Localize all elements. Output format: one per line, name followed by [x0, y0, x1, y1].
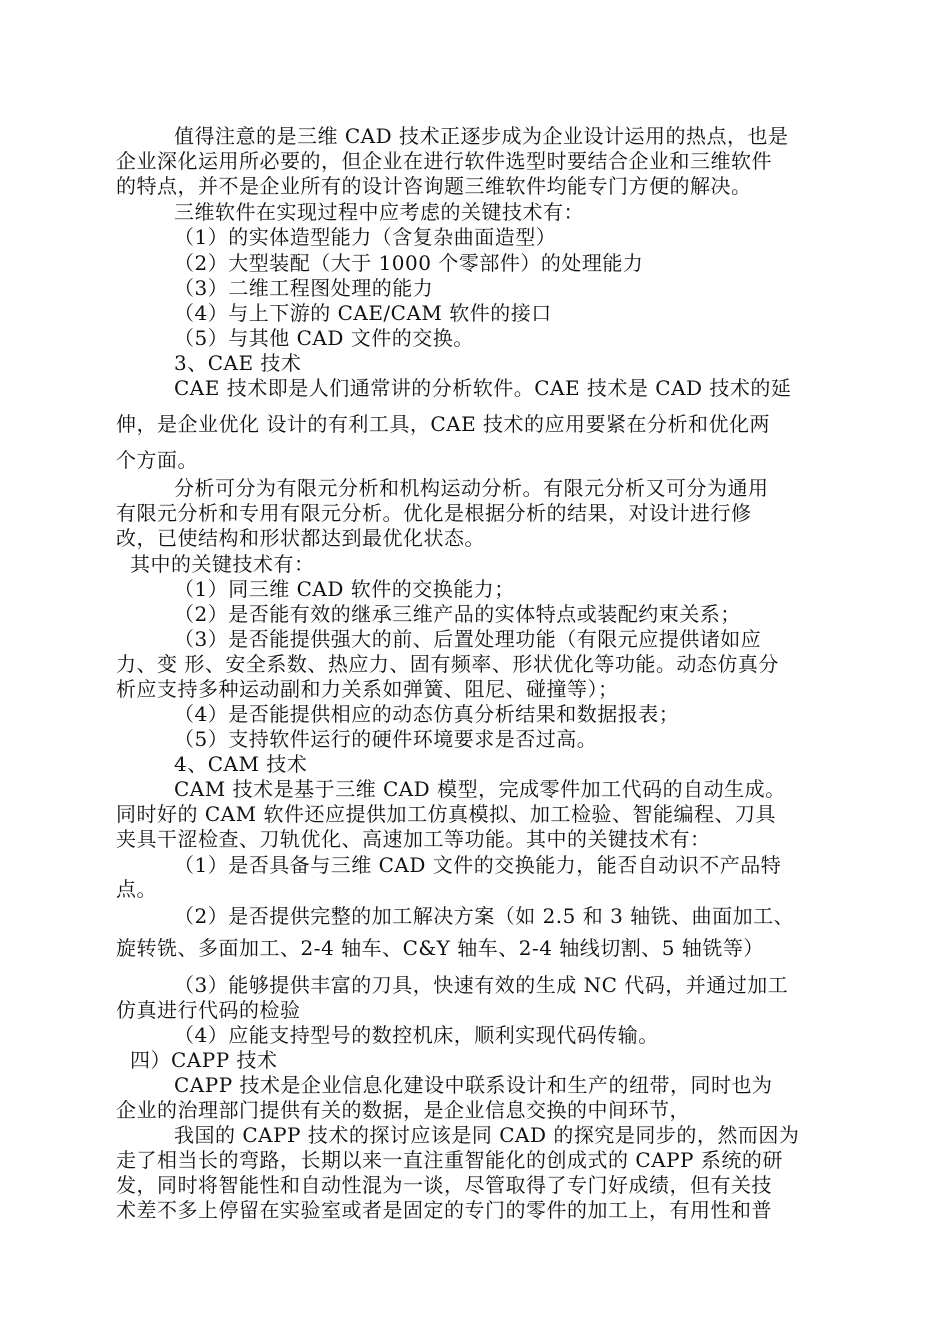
- text-line: 分析可分为有限元分析和机构运动分析。有限元分析又可分为通用: [174, 476, 769, 500]
- text-line: （4）是否能提供相应的动态仿真分析结果和数据报表；: [174, 702, 680, 726]
- text-line: 夹具干涩检查、刀轨优化、高速加工等功能。其中的关键技术有：: [116, 827, 711, 851]
- text-line: （4）与上下游的 CAE/CAM 软件的接口: [174, 301, 552, 325]
- text-line: 点。: [116, 877, 157, 901]
- text-line: （5）与其他 CAD 文件的交换。: [174, 326, 474, 350]
- text-line: 旋转铣、多面加工、2-4 轴车、C&Y 轴车、2-4 轴线切割、5 轴铣等）: [116, 936, 764, 960]
- text-line: （1）同三维 CAD 软件的交换能力；: [174, 577, 515, 601]
- text-line: 三维软件在实现过程中应考虑的关键技术有：: [174, 200, 584, 224]
- text-line: 析应支持多种运动副和力关系如弹簧、阻尼、碰撞等）；: [116, 677, 619, 701]
- text-line: 伸，是企业优化 设计的有利工具，CAE 技术的应用要紧在分析和优化两: [116, 412, 771, 436]
- text-line: （3）二维工程图处理的能力: [174, 276, 434, 300]
- text-line: 仿真进行代码的检验: [116, 998, 301, 1022]
- text-line: 同时好的 CAM 软件还应提供加工仿真模拟、加工检验、智能编程、刀具: [116, 802, 776, 826]
- text-line: （1）的实体造型能力（含复杂曲面造型）: [174, 225, 557, 249]
- text-line: 力、变 形、安全系数、热应力、固有频率、形状优化等功能。动态仿真分: [116, 652, 779, 676]
- text-line: 的特点，并不是企业所有的设计咨询题三维软件均能专门方便的解决。: [116, 174, 752, 198]
- text-line: CAM 技术是基于三维 CAD 模型，完成零件加工代码的自动生成。: [174, 777, 786, 801]
- text-line: 企业深化运用所必要的，但企业在进行软件选型时要结合企业和三维软件: [116, 149, 772, 173]
- text-line: 其中的关键技术有：: [130, 552, 315, 576]
- text-line: （3）能够提供丰富的刀具，快速有效的生成 NC 代码，并通过加工: [174, 973, 789, 997]
- text-line: （4）应能支持型号的数控机床，顺利实现代码传输。: [174, 1023, 659, 1047]
- text-line: 企业的治理部门提供有关的数据，是企业信息交换的中间环节，: [116, 1098, 690, 1122]
- text-line: 术差不多上停留在实验室或者是固定的专门的零件的加工上，有用性和普: [116, 1198, 772, 1222]
- text-line: 走了相当长的弯路，长期以来一直注重智能化的创成式的 CAPP 系统的研: [116, 1148, 783, 1172]
- text-line: 有限元分析和专用有限元分析。优化是根据分析的结果，对设计进行修: [116, 501, 752, 525]
- section-heading: 3、CAE 技术: [174, 351, 302, 375]
- text-line: 我国的 CAPP 技术的探讨应该是同 CAD 的探究是同步的，然而因为: [174, 1123, 800, 1147]
- text-line: 值得注意的是三维 CAD 技术正逐步成为企业设计运用的热点，也是: [174, 124, 789, 148]
- text-line: （2）是否提供完整的加工解决方案（如 2.5 和 3 轴铣、曲面加工、: [174, 904, 795, 928]
- text-line: （1）是否具备与三维 CAD 文件的交换能力，能否自动识不产品特: [174, 853, 782, 877]
- text-line: 个方面。: [116, 448, 198, 472]
- text-line: CAPP 技术是企业信息化建设中联系设计和生产的纽带，同时也为: [174, 1073, 773, 1097]
- section-heading: 4、CAM 技术: [174, 752, 308, 776]
- text-line: （2）是否能有效的继承三维产品的实体特点或装配约束关系；: [174, 602, 741, 626]
- text-line: 发，同时将智能性和自动性混为一谈，尽管取得了专门好成绩，但有关技: [116, 1173, 772, 1197]
- section-heading: 四）CAPP 技术: [130, 1048, 278, 1072]
- text-line: （2）大型装配（大于 1000 个零部件）的处理能力: [174, 251, 644, 275]
- text-line: 改，已使结构和形状都达到最优化状态。: [116, 526, 485, 550]
- text-line: CAE 技术即是人们通常讲的分析软件。CAE 技术是 CAD 技术的延: [174, 376, 792, 400]
- text-line: （5）支持软件运行的硬件环境要求是否过高。: [174, 727, 598, 751]
- text-line: （3）是否能提供强大的前、后置处理功能（有限元应提供诸如应: [174, 627, 762, 651]
